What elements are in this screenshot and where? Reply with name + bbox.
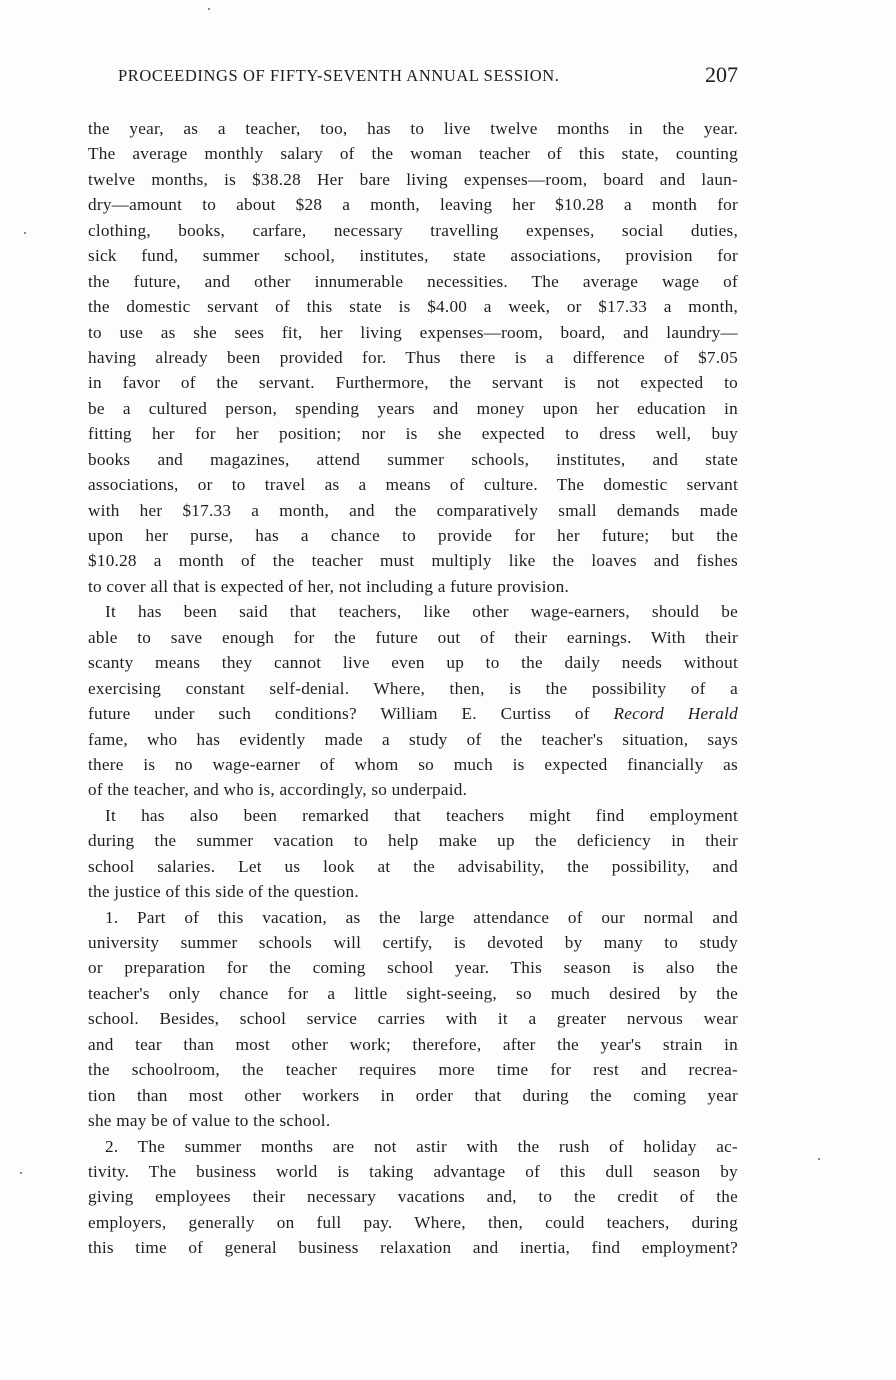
- text-line: teacher's only chance for a little sight-seeing, so much desired by the: [88, 983, 738, 1003]
- text-line: this time of general business relaxation and inertia, find employment?: [88, 1238, 738, 1258]
- scan-speck: [20, 1172, 22, 1174]
- page-number: 207: [705, 62, 738, 87]
- body-text: [88, 116, 738, 1261]
- text-line: she may be of value to the school.: [88, 1111, 331, 1131]
- text-line: fitting her for her position; nor is she expected to dress well, buy: [88, 424, 738, 444]
- text-line: school. Besides, school service carries with it a greater nervous wear: [88, 1009, 738, 1029]
- text-line-with-italic: [88, 701, 738, 726]
- text-line: It has been said that teachers, like other wage-earners, should be: [105, 602, 738, 622]
- text-line: with her $17.33 a month, and the comparatively small demands made: [88, 500, 738, 520]
- text-line: dry—amount to about $28 a month, leaving her $10.28 a month for: [88, 195, 738, 215]
- text-line: tion than most other workers in order that during the coming year: [88, 1085, 738, 1105]
- running-header: [88, 62, 738, 92]
- text-line: 2. The summer months are not astir with the rush of holiday ac-: [105, 1136, 738, 1156]
- text-line: be a cultured person, spending years and money upon her education in: [88, 398, 738, 418]
- text-segment: future under such conditions? William E. Curtiss of: [88, 704, 590, 724]
- text-line: having already been provided for. Thus there is a difference of $7.05: [88, 347, 738, 367]
- text-line: exercising constant self-denial. Where, then, is the possibility of a: [88, 678, 738, 698]
- text-line: 1. Part of this vacation, as the large attendance of our normal and: [105, 907, 738, 927]
- text-line: clothing, books, carfare, necessary travelling expenses, social duties,: [88, 220, 738, 240]
- text-line: scanty means they cannot live even up to the daily needs without: [88, 653, 738, 673]
- text-line: the year, as a teacher, too, has to live twelve months in the year.: [88, 119, 738, 138]
- text-line: upon her purse, has a chance to provide for her future; but the: [88, 526, 738, 545]
- text-line: employers, generally on full pay. Where, then, could teachers, during: [88, 1212, 738, 1232]
- text-line: the justice of this side of the question.: [88, 882, 359, 902]
- text-line: of the teacher, and who is, accordingly, so underpaid.: [88, 780, 468, 800]
- text-line: university summer schools will certify, is devoted by many to study: [88, 933, 738, 952]
- text-line: books and magazines, attend summer schools, institutes, and state: [88, 449, 738, 469]
- text-line: the future, and other innumerable necessities. The average wage of: [88, 271, 738, 291]
- text-line: giving employees their necessary vacations and, to the credit of the: [88, 1187, 738, 1207]
- italic-title: Record Herald: [613, 704, 738, 724]
- text-line: the schoolroom, the teacher requires more time for rest and recrea-: [88, 1060, 738, 1080]
- text-line: associations, or to travel as a means of culture. The domestic servant: [88, 475, 738, 495]
- scan-speck: [818, 1158, 820, 1160]
- text-line: to use as she sees fit, her living expenses—room, board, and laundry—: [88, 322, 738, 342]
- text-line: there is no wage-earner of whom so much is expected financially as: [88, 754, 738, 774]
- text-line: sick fund, summer school, institutes, state associations, provision for: [88, 246, 738, 266]
- scan-speck: [24, 232, 26, 234]
- text-line: school salaries. Let us look at the advisability, the possibility, and: [88, 856, 738, 876]
- header-title: PROCEEDINGS OF FIFTY-SEVENTH ANNUAL SESSION.: [118, 66, 560, 85]
- text-line: to cover all that is expected of her, not including a future provision.: [88, 576, 569, 596]
- text-line: tivity. The business world is taking advantage of this dull season by: [88, 1161, 738, 1181]
- text-line: $10.28 a month of the teacher must multiply like the loaves and fishes: [88, 551, 738, 571]
- text-line: fame, who has evidently made a study of the teacher's situation, says: [88, 729, 738, 749]
- text-line: It has also been remarked that teachers might find employment: [105, 805, 738, 825]
- text-line: during the summer vacation to help make up the deficiency in their: [88, 831, 738, 851]
- scan-speck: [208, 8, 210, 10]
- text-line: and tear than most other work; therefore, after the year's strain in: [88, 1034, 738, 1054]
- text-line: or preparation for the coming school year. This season is also the: [88, 958, 738, 978]
- text-line: twelve months, is $38.28 Her bare living expenses—room, board and laun-: [88, 169, 738, 189]
- text-line: the domestic servant of this state is $4.00 a week, or $17.33 a month,: [88, 297, 738, 317]
- text-line: in favor of the servant. Furthermore, the servant is not expected to: [88, 373, 738, 393]
- text-line: The average monthly salary of the woman teacher of this state, counting: [88, 144, 738, 164]
- text-line: able to save enough for the future out of their earnings. With their: [88, 627, 738, 647]
